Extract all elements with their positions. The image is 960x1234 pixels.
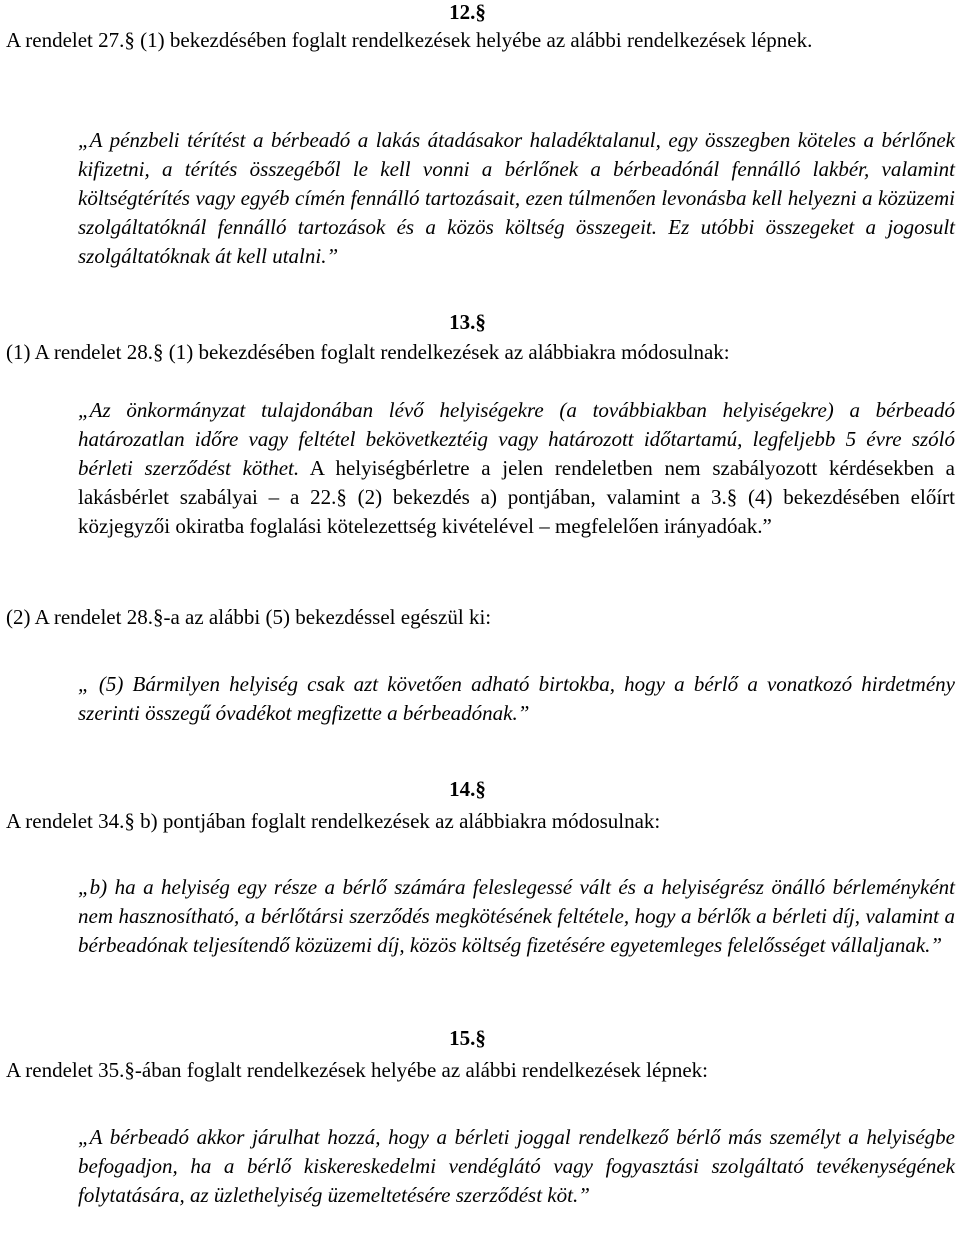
section-13-quote-italic: „Az önkormányzat tulajdonában lévő helyiségekre (a továbbiakban helyiségekre) a bérbeadó határozatlan időre vagy feltétel bekövetkeztéig vagy határozott időtartamú, legfeljebb 5 évre szóló bérleti szerződést köthet.	[78, 398, 955, 480]
section-13-intro-2: (2) A rendelet 28.§-a az alábbi (5) bekezdéssel egészül ki:	[6, 605, 492, 629]
section-13-intro: (1) A rendelet 28.§ (1) bekezdésében foglalt rendelkezések az alábbiakra módosulnak:	[6, 340, 730, 364]
section-13-quote-regular: A helyiségbérletre a jelen rendeletben nem szabályozott kérdésekben a lakásbérlet szabályai – a 22.§ (2) bekezdés a) pontjában, valamint a 3.§ (4) bekezdésében előírt közjegyzői okiratba foglalási kötelezettség kivételével – megfelelően irányadóak.”	[78, 456, 956, 538]
section-12-intro: A rendelet 27.§ (1) bekezdésében foglalt rendelkezések helyébe az alábbi rendelkezések lépnek.	[6, 28, 813, 52]
section-15-intro: A rendelet 35.§-ában foglalt rendelkezések helyébe az alábbi rendelkezések lépnek:	[6, 1058, 708, 1082]
section-heading-15: 15.§	[449, 1026, 486, 1050]
section-heading-13: 13.§	[449, 310, 486, 334]
section-15-quote: „A bérbeadó akkor járulhat hozzá, hogy a bérleti joggal rendelkező bérlő más személyt a helyiségbe befogadjon, ha a bérlő kiskereskedelmi vendéglátó vagy fogyasztási szolgáltató tevékenységének folytatására, az üzlethelyiség üzemeltetésére szerződést köt.”	[78, 1125, 955, 1207]
section-heading-14: 14.§	[449, 777, 486, 801]
section-13-quote-2: „ (5) Bármilyen helyiség csak azt követően adható birtokba, hogy a bérlő a vonatkozó hirdetmény szerinti összegű óvadékot megfizette a bérbeadónak.”	[78, 672, 955, 725]
section-14-intro: A rendelet 34.§ b) pontjában foglalt rendelkezések az alábbiakra módosulnak:	[6, 809, 661, 833]
section-heading-12: 12.§	[449, 0, 486, 24]
section-13-quote	[78, 396, 955, 541]
section-12-quote: „A pénzbeli térítést a bérbeadó a lakás átadásakor haladéktalanul, egy összegben köteles a bérlőnek kifizetni, a térítés összegéből le kell vonni a bérlőnek a bérbeadónál fennálló lakbér, valamint költségtérítés vagy egyéb címén fennálló tartozásait, ezen túlmenően levonásba kell helyezni a közüzemi szolgáltatóknál fennálló tartozások és a közös költség összegeit. Ez utóbbi összegeket a jogosult szolgáltatóknak át kell utalni.”	[78, 128, 955, 268]
section-14-quote: „b) ha a helyiség egy része a bérlő számára feleslegessé vált és a helyiségrész önálló bérleményként nem hasznosítható, a bérlőtársi szerződés megkötésének feltétele, hogy a bérlők a bérleti díj, valamint a bérbeadónak teljesítendő közüzemi díj, közös költség fizetésére egyetemleges felelősséget vállaljanak.”	[78, 875, 955, 957]
